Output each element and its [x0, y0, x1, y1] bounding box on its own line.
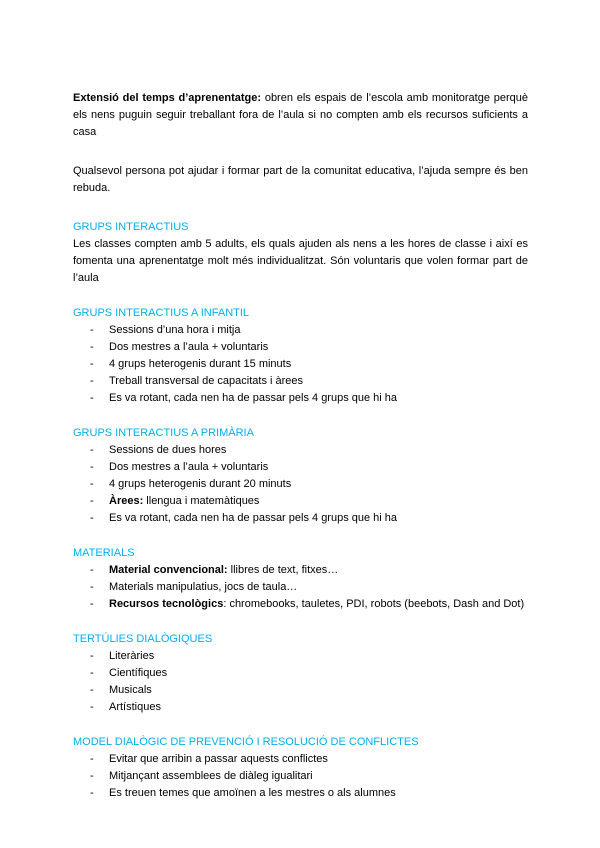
primaria-heading: GRUPS INTERACTIUS A PRIMÀRIA	[73, 427, 254, 439]
model-dialogic-heading: MODEL DIALÒGIC DE PREVENCIÓ I RESOLUCIÓ DE CONFLICTES	[73, 736, 419, 748]
list-item: - Sessions d’una hora i mitja	[73, 322, 528, 339]
tertulies-heading: TERTÚLIES DIALÒGIQUES	[73, 633, 213, 645]
list-item: - Es va rotant, cada nen ha de passar pels 4 grups que hi ha	[73, 390, 528, 407]
list-item: - 4 grups heterogenis durant 15 minuts	[73, 356, 528, 373]
grups-interactius-heading: GRUPS INTERACTIUS	[73, 221, 189, 233]
extension-paragraph	[73, 90, 528, 141]
community-paragraph: Qualsevol persona pot ajudar i formar part de la comunitat educativa, l’ajuda sempre és ben rebuda.	[73, 165, 528, 194]
list-item: - Treball transversal de capacitats i àrees	[73, 373, 528, 390]
grups-interactius-text: Les classes compten amb 5 adults, els quals ajuden als nens a les hores de classe i així es fomenta una aprenentatge molt més individualitzat. Són voluntaris que volen formar part de l’aula	[73, 238, 528, 284]
list-item: - Sessions de dues hores	[73, 442, 528, 459]
infantil-list	[73, 322, 528, 407]
list-item: - Científiques	[73, 665, 528, 682]
list-item: - Dos mestres a l’aula + voluntaris	[73, 459, 528, 476]
list-item: - Evitar que arribin a passar aquests conflictes	[73, 751, 528, 768]
areas-label: Àrees:	[109, 495, 144, 507]
recursos-tecnologics-text: : chromebooks, tauletes, PDI, robots (beebots, Dash and Dot)	[223, 598, 525, 610]
list-item: - Es treuen temes que amoïnen a les mestres o als alumnes	[73, 785, 528, 802]
list-item	[73, 493, 528, 510]
areas-text: llengua i matemàtiques	[143, 495, 260, 507]
list-item: - Dos mestres a l’aula + voluntaris	[73, 339, 528, 356]
list-item: - Materials manipulatius, jocs de taula…	[73, 579, 528, 596]
list-item: - Es va rotant, cada nen ha de passar pels 4 grups que hi ha	[73, 510, 528, 527]
material-convencional-label: Material convencional:	[109, 564, 228, 576]
extension-label: Extensió del temps d’aprenentatge:	[73, 92, 262, 104]
tertulies-list	[73, 648, 528, 716]
list-item	[73, 562, 528, 579]
list-item: - 4 grups heterogenis durant 20 minuts	[73, 476, 528, 493]
list-item: - Artístiques	[73, 699, 528, 716]
list-item	[73, 596, 528, 613]
list-item: - Musicals	[73, 682, 528, 699]
recursos-tecnologics-label: Recursos tecnològics	[109, 598, 224, 610]
materials-heading: MATERIALS	[73, 547, 135, 559]
list-item: - Literàries	[73, 648, 528, 665]
document-body	[73, 90, 528, 802]
extension-text: obren els espais de l’escola amb monitoratge perquè els nens puguin seguir treballant fora de l’aula si no compten amb els recursos suficients a casa	[73, 92, 528, 138]
materials-list	[73, 562, 528, 613]
infantil-heading: GRUPS INTERACTIUS A INFANTIL	[73, 307, 250, 319]
material-convencional-text: llibres de text, fitxes…	[227, 564, 339, 576]
primaria-list	[73, 442, 528, 527]
model-dialogic-list	[73, 751, 528, 802]
list-item: - Mitjançant assemblees de diàleg igualitari	[73, 768, 528, 785]
